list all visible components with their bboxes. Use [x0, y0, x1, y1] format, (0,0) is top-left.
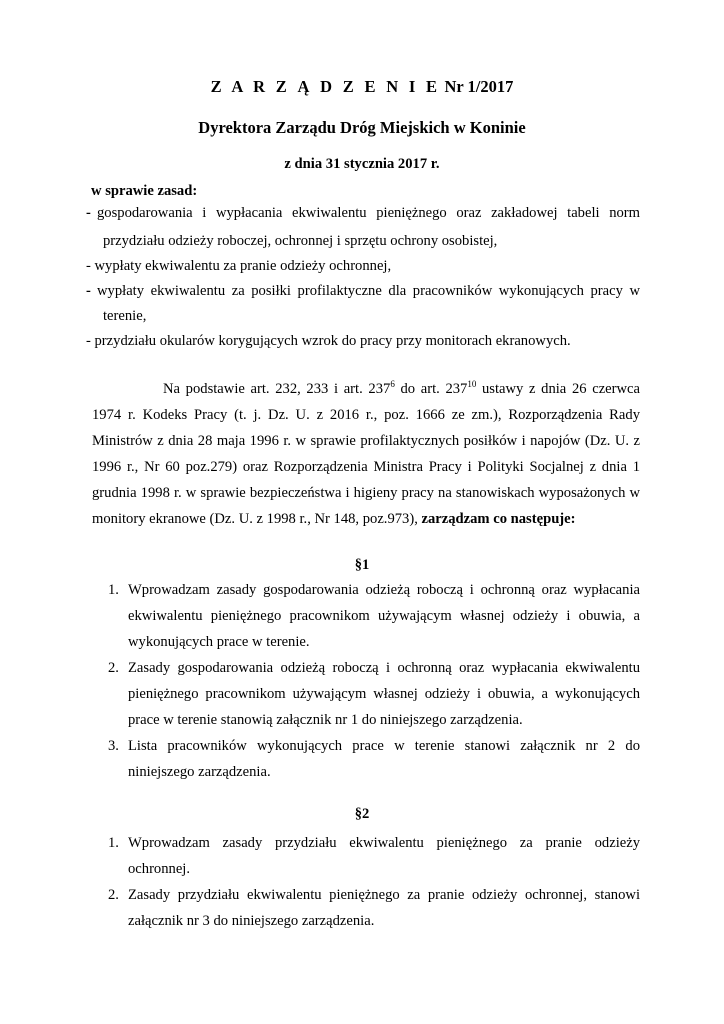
intro-label: w sprawie zasad: — [91, 183, 198, 199]
s2-item-2-number: 2. — [108, 887, 119, 903]
s1-item-2-line-3: prace w terenie stanowią załącznik nr 1 do niniejszego zarządzenia. — [128, 712, 523, 728]
intro-dash-3: - — [86, 283, 91, 299]
s1-item-2-line-2: pieniężnego pracownikom używającym własnej odzieży i obuwia, a wykonujących — [128, 686, 640, 702]
s1-item-2-number: 2. — [108, 660, 119, 676]
intro-item-1-line-2: przydziału odzieży roboczej, ochronnej i sprzętu ochrony osobistej, — [103, 233, 498, 249]
s1-item-2-line-1: Zasady gospodarowania odzieżą roboczą i ochronną oraz wypłacania ekwiwalentu — [128, 660, 640, 676]
intro-item-2: - wypłaty ekwiwalentu za pranie odzieży ochronnej, — [86, 258, 392, 274]
s2-item-2-line-2: załącznik nr 3 do niniejszego zarządzenia. — [128, 913, 375, 929]
s1-item-3-number: 3. — [108, 738, 119, 754]
s1-item-1-line-3: wykonujących prace w terenie. — [128, 634, 310, 650]
s1-item-3-line-2: niniejszego zarządzenia. — [128, 764, 271, 780]
s2-item-1-line-2: ochronnej. — [128, 861, 191, 877]
s1-item-1-line-1: Wprowadzam zasady gospodarowania odzieżą roboczą i ochronną oraz wypłacania — [128, 582, 640, 598]
s2-item-2-line-1: Zasady przydziału ekwiwalentu pieniężnego za pranie odzieży ochronnej, stanowi — [128, 887, 640, 903]
section-1-sign: §1 — [354, 557, 370, 573]
document-subtitle: Dyrektora Zarządu Dróg Miejskich w Koninie — [198, 118, 526, 137]
intro-item-1-line-1: gospodarowania i wypłacania ekwiwalentu pieniężnego oraz zakładowej tabeli norm — [97, 205, 640, 221]
title-word: Z A R Z Ą D Z E N I E — [210, 77, 441, 96]
s1-item-1-number: 1. — [108, 582, 119, 598]
basis-line-4: 1996 r., Nr 60 poz.279) oraz Rozporządzenia Ministra Pracy i Polityki Socjalnej z dnia 1 — [92, 459, 640, 475]
s1-item-3-line-1: Lista pracowników wykonujących prace w terenie stanowi załącznik nr 2 do — [128, 738, 640, 754]
basis-line-5: grudnia 1998 r. w sprawie bezpieczeństwa i higieny pracy na stanowiskach wyposażonych w — [92, 485, 640, 501]
document-title — [0, 77, 724, 97]
intro-item-3-line-1: wypłaty ekwiwalentu za posiłki profilaktyczne dla pracowników wykonujących pracy w — [97, 283, 640, 299]
section-2-sign: §2 — [354, 806, 370, 822]
intro-item-3-line-2: terenie, — [103, 308, 147, 324]
basis-line-6: monitory ekranowe (Dz. U. z 1998 r., Nr 148, poz.973), zarządzam co następuje: — [92, 511, 576, 527]
intro-dash-1: - — [86, 205, 91, 221]
basis-line-3: Ministrów z dnia 28 maja 1996 r. w sprawie profilaktycznych posiłków i napojów (Dz. U. z — [92, 433, 640, 449]
s2-item-1-line-1: Wprowadzam zasady przydziału ekwiwalentu pieniężnego za pranie odzieży — [128, 835, 640, 851]
document-date: z dnia 31 stycznia 2017 r. — [284, 156, 440, 172]
title-number: Nr 1/2017 — [444, 77, 514, 96]
basis-line-2: 1974 r. Kodeks Pracy (t. j. Dz. U. z 2016 r., poz. 1666 ze zm.), Rozporządzenia Rady — [92, 407, 640, 423]
intro-item-4: - przydziału okularów korygujących wzrok do pracy przy monitorach ekranowych. — [86, 333, 571, 349]
basis-line-1: Na podstawie art. 232, 233 i art. $237^6$ do art. $237^{10}$ ustawy z dnia 26 czerwca — [163, 379, 640, 397]
s2-item-1-number: 1. — [108, 835, 119, 851]
s1-item-1-line-2: ekwiwalentu pieniężnego pracownikom używającym własnej odzieży i obuwia, a — [128, 608, 640, 624]
